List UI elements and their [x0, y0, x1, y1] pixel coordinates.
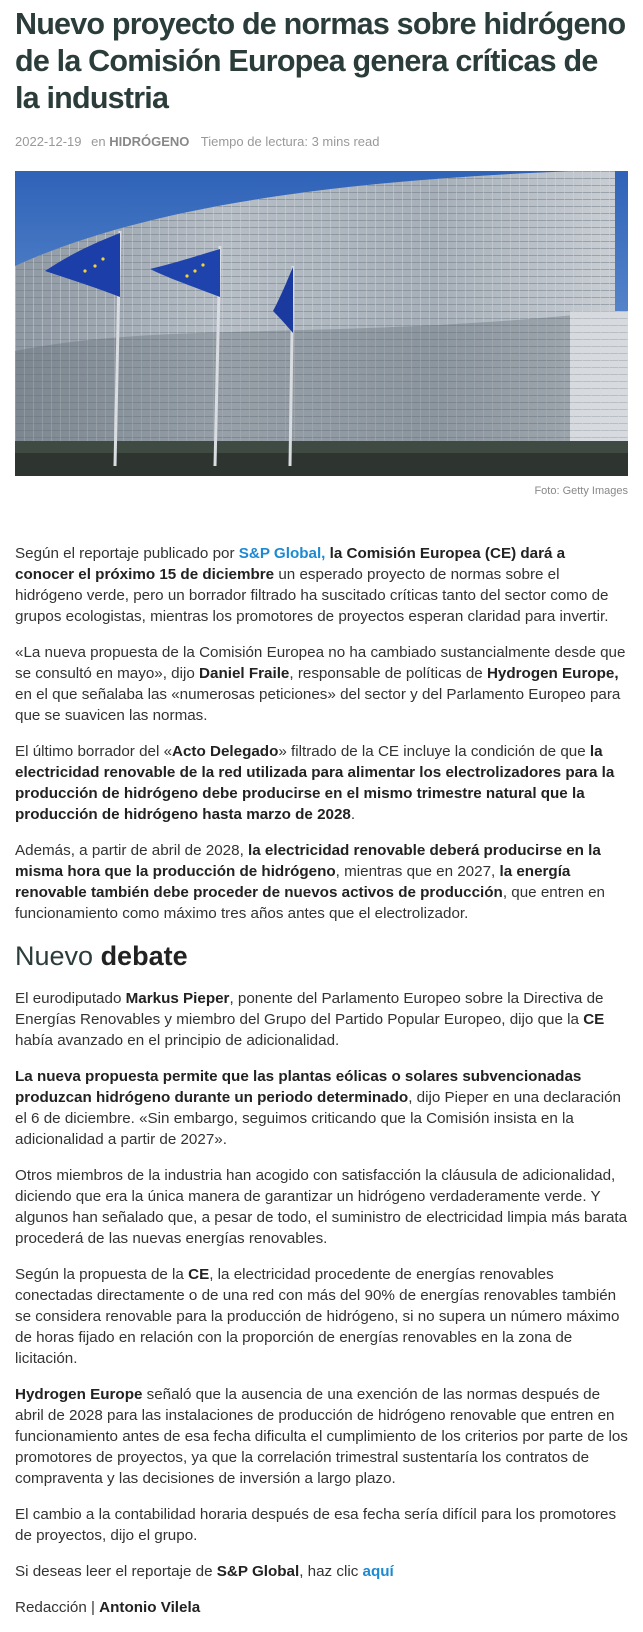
paragraph-11: Si deseas leer el reportaje de S&P Global, haz clic aquí [15, 1563, 394, 1580]
category-prefix: en [91, 134, 106, 149]
paragraph-2: «La nueva propuesta de la Comisión Europea no ha cambiado sustancialmente desde que se consultó en mayo», dijo Daniel Fraile, responsable de políticas de Hydrogen Europe, en el que señalaba las «numerosas peticiones» del sector y del Parlamento Europeo para que se suavicen las normas. [15, 644, 626, 724]
article-image [15, 171, 628, 476]
paragraph-6: La nueva propuesta permite que las plantas eólicas o solares subvencionadas produzcan hidrógeno durante un periodo determinado, dijo Pieper en una declaración el 6 de diciembre. «Sin embargo, seguimos criticando que la Comisión insista en la adicionalidad a partir de 2027». [15, 1068, 621, 1148]
paragraph-10: El cambio a la contabilidad horaria después de esa fecha sería difícil para los promotores de proyectos, dijo el grupo. [15, 1506, 617, 1544]
article-meta [15, 134, 628, 150]
paragraph-5: El eurodiputado Markus Pieper, ponente del Parlamento Europeo sobre la Directiva de Energías Renovables y miembro del Grupo del Partido Popular Europeo, dijo que la CE había avanzado en el principio de adicionalidad. [15, 990, 605, 1049]
image-caption: Foto: Getty Images [534, 485, 628, 497]
section-heading: Nuevo debate [15, 941, 188, 971]
article-date: 2022-12-19 [15, 134, 82, 149]
article-body [15, 543, 628, 1618]
reading-time: Tiempo de lectura: 3 mins read [200, 134, 380, 149]
paragraph-1: Según el reportaje publicado por S&P Global, la Comisión Europea (CE) dará a conocer el próximo 15 de diciembre un esperado proyecto de normas sobre el hidrógeno verde, pero un borrador filtrado ha suscitado críticas tanto del sector como de grupos ecologistas, mientras los promotores de proyectos esperan claridad para invertir. [15, 545, 609, 625]
paragraph-9: Hydrogen Europe señaló que la ausencia de una exención de las normas después de abril de 2028 para las instalaciones de producción de hidrógeno renovable que entren en funcionamiento antes de esa fecha dificulta el cumplimiento de los criterios por parte de los promotores de proyectos, ya que la correlación trimestral sustentaría los contratos de compraventa y las decisiones de inversión a largo plazo. [15, 1386, 628, 1487]
sp-global-link[interactable]: S&P Global, [238, 545, 326, 562]
byline: Redacción | Antonio Vilela [15, 1599, 201, 1616]
paragraph-8: Según la propuesta de la CE, la electricidad procedente de energías renovables conectadas directamente o de una red con más del 90% de energías renovables también se considera renovable para la producción de hidrógeno, si no supera un número máximo de horas fijado en relación con la proporción de energías renovables en la zona de licitación. [15, 1266, 620, 1367]
article-title: Nuevo proyecto de normas sobre hidrógeno de la Comisión Europea genera críticas de la industria [15, 7, 626, 115]
article [0, 6, 643, 1618]
paragraph-3: El último borrador del «Acto Delegado» filtrado de la CE incluye la condición de que la electricidad renovable de la red utilizada para alimentar los electrolizadores para la producción de hidrógeno debe producirse en el mismo trimestre natural que la producción de hidrógeno hasta marzo de 2028. [15, 743, 615, 823]
paragraph-7: Otros miembros de la industria han acogido con satisfacción la cláusula de adicionalidad, diciendo que era la única manera de garantizar un hidrógeno verdaderamente verde. Y algunos han señalado que, a pesar de todo, el suministro de electricidad limpia más barata procederá de las nuevas energías renovables. [15, 1167, 628, 1247]
category-link[interactable]: HIDRÓGENO [109, 134, 190, 149]
paragraph-4: Además, a partir de abril de 2028, la electricidad renovable deberá producirse en la misma hora que la producción de hidrógeno, mientras que en 2027, la energía renovable también debe proceder de nuevos activos de producción, que entren en funcionamiento como máximo tres años antes que el electrolizador. [15, 842, 606, 922]
source-link[interactable]: aquí [362, 1563, 394, 1580]
author-name: Antonio Vilela [99, 1599, 201, 1616]
